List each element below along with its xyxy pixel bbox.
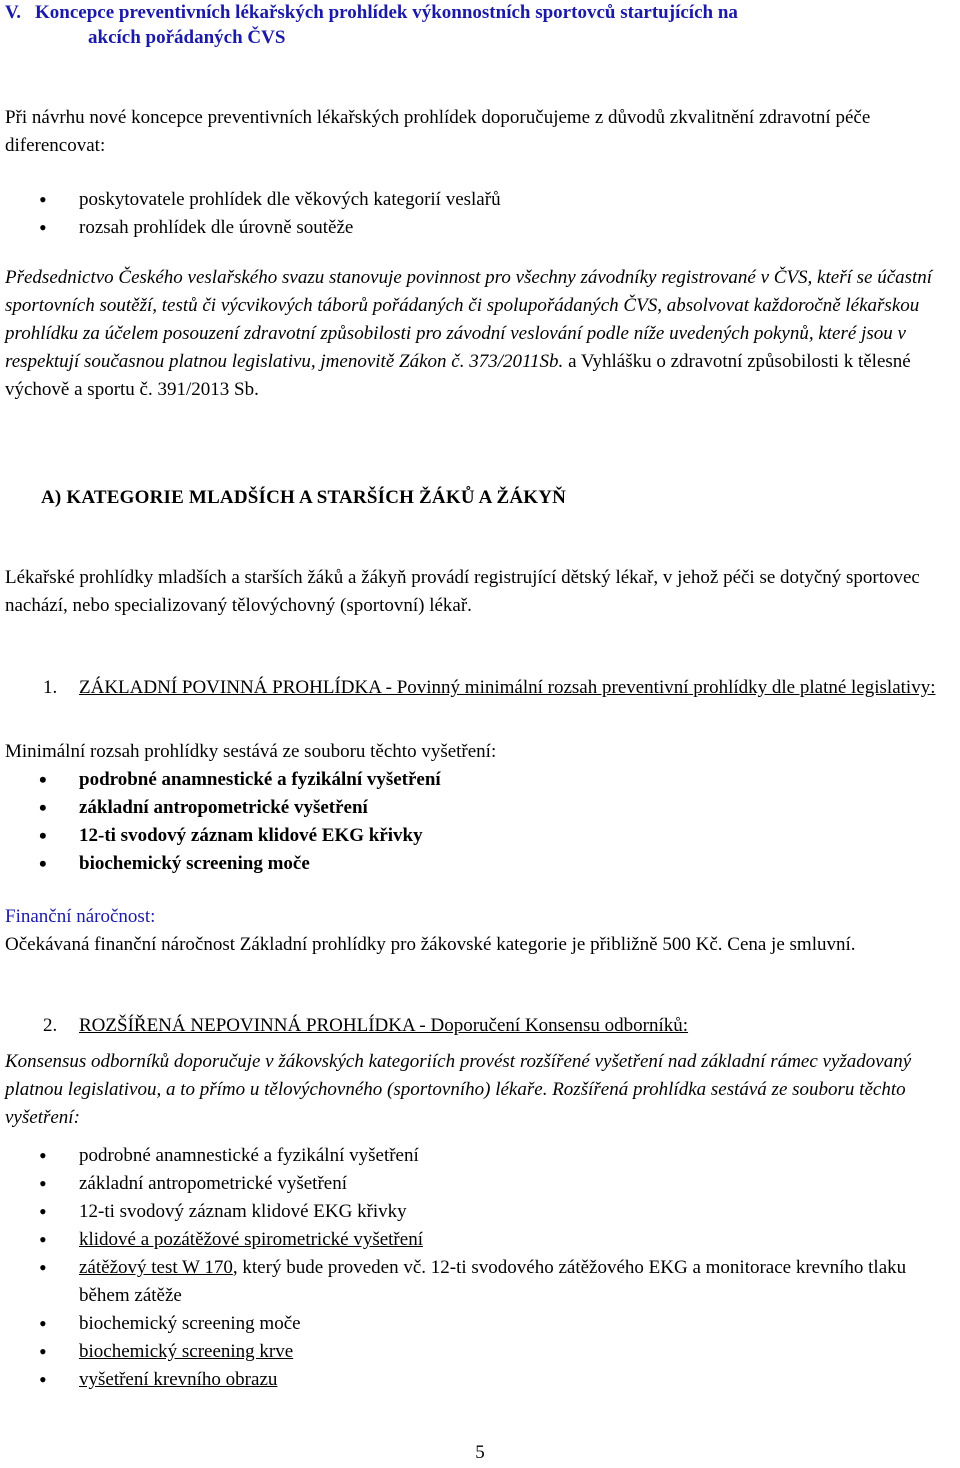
list-item: • podrobné anamnestické a fyzikální vyšetření (5, 766, 950, 794)
item2-title: ROZŠÍŘENÁ NEPOVINNÁ PROHLÍDKA - Doporučení Konsensu odborníků: (79, 1015, 689, 1036)
list-item: • klidové a pozátěžové spirometrické vyšetření (5, 1226, 950, 1254)
w170-test: zátěžový test W 170 (79, 1257, 233, 1278)
list-item (5, 1254, 950, 1310)
page-number: 5 (475, 1442, 485, 1463)
item1-bullet-list (5, 766, 950, 878)
chapter-number: V. (5, 2, 22, 23)
list-item: • vyšetření krevního obrazu (5, 1366, 950, 1394)
list-item: • podrobné anamnestické a fyzikální vyšetření (5, 1142, 950, 1170)
presidium-paragraph (5, 264, 950, 404)
list-item: • rozsah prohlídek dle úrovně soutěže (5, 214, 950, 242)
list-item: • biochemický screening moče (5, 1310, 950, 1338)
chapter-title-line2: akcích pořádaných ČVS (88, 27, 286, 48)
intro-paragraph: Při návrhu nové koncepce preventivních lékařských prohlídek doporučujeme z důvodů zkvalitnění zdravotní péče diferencovat: (5, 107, 871, 156)
item2-number: 2. (43, 1015, 58, 1036)
w170-description: , který bude proveden vč. 12-ti svodového zátěžového EKG a monitorace krevního tlaku během zátěže (79, 1257, 907, 1306)
section-a-title: A) KATEGORIE MLADŠÍCH A STARŠÍCH ŽÁKŮ A ŽÁKYŇ (41, 487, 567, 508)
list-item: • základní antropometrické vyšetření (5, 1170, 950, 1198)
section-a-text: Lékařské prohlídky mladších a starších žáků a žákyň provádí registrující dětský lékař, v jehož péči se dotyčný sportovec nachází, nebo specializovaný tělovýchovný (sportovní) lékař. (5, 567, 920, 616)
item1-title: ZÁKLADNÍ POVINNÁ PROHLÍDKA - Povinný minimální rozsah preventivní prohlídky dle platné legislativy: (79, 677, 936, 698)
list-item: • základní antropometrické vyšetření (5, 794, 950, 822)
chapter-heading (5, 0, 950, 50)
item1-number: 1. (43, 677, 58, 698)
finance-text: Očekávaná finanční náročnost Základní prohlídky pro žákovské kategorie je přibližně 500 Kč. Cena je smluvní. (5, 934, 856, 955)
list-item: • 12-ti svodový záznam klidové EKG křivky (5, 1198, 950, 1226)
list-item: • biochemický screening moče (5, 850, 950, 878)
finance-label: Finanční náročnost: (5, 906, 156, 927)
item2-italic-text: Konsensus odborníků doporučuje v žákovských kategoriích provést rozšířené vyšetření nad základní rámec vyžadovaný platnou legislativou, a to přímo u tělovýchovného (sportovního) lékaře. Rozšířená prohlídka sestává ze souboru těchto vyšetření: (5, 1051, 912, 1128)
list-item: • poskytovatele prohlídek dle věkových kategorií veslařů (5, 186, 950, 214)
presidium-italic-text: Předsednictvo Českého veslařského svazu stanovuje povinnost pro všechny závodníky registrované v ČVS, kteří se účastní sportovních soutěží, testů či výcvikových táborů pořádaných či spolupořádaných ČVS, absolvovat každoročně lékařskou prohlídku za účelem posouzení zdravotní způsobilosti pro závodní veslování podle níže uvedených pokynů, které jsou v respektují současnou platnou legislativu, jmenovitě Zákon č. 373/2011Sb. (5, 267, 933, 372)
item2-bullet-list (5, 1142, 950, 1394)
chapter-title-line1: Koncepce preventivních lékařských prohlídek výkonnostních sportovců startujících na (35, 2, 738, 23)
intro-bullet-list (5, 186, 950, 242)
presidium-plain-text: a Vyhlášku o zdravotní způsobilosti k tělesné výchově a sportu č. 391/2013 Sb. (5, 351, 911, 400)
item1-heading (5, 674, 950, 702)
item1-lead: Minimální rozsah prohlídky sestává ze souboru těchto vyšetření: (5, 741, 497, 762)
list-item: • 12-ti svodový záznam klidové EKG křivky (5, 822, 950, 850)
item2-heading (5, 1012, 950, 1040)
list-item: • biochemický screening krve (5, 1338, 950, 1366)
